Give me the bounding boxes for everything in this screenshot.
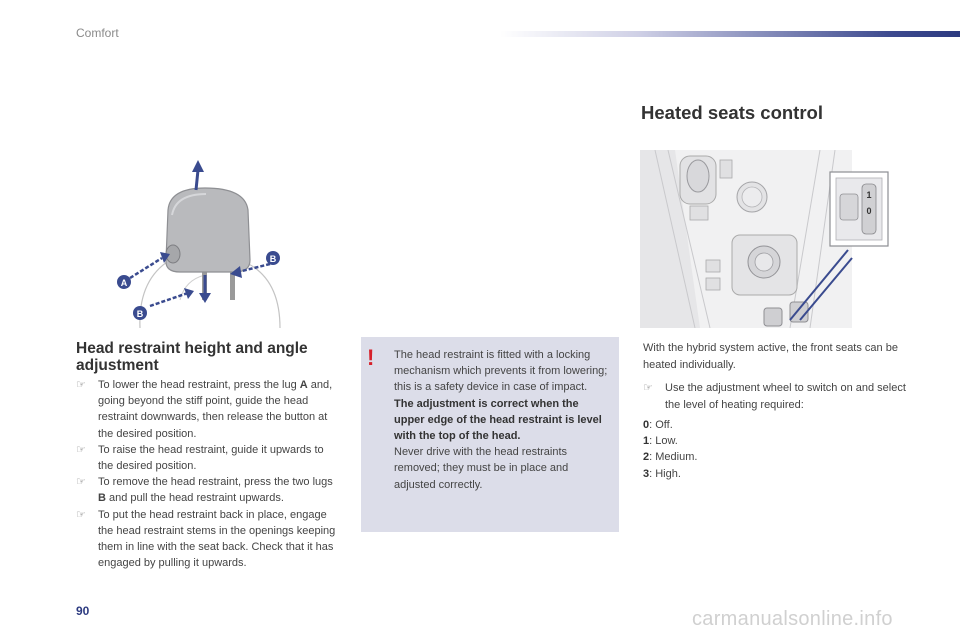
wheel-label-0: 0 [866, 206, 872, 216]
list-item: 0: Off. [643, 419, 673, 431]
callout-b-top: B [269, 254, 277, 264]
section-label: Comfort [76, 26, 119, 40]
list-item: 3: High. [643, 467, 681, 480]
heated-title: Heated seats control [641, 102, 823, 123]
pointer-icon: ☞ [76, 379, 86, 391]
list-item: 2: Medium. [643, 451, 698, 464]
page-number: 90 [76, 604, 90, 618]
warning-text: The head restraint is fitted with a locking mechanism which prevents it from lowering; this is a safety device in case of impact. The adjustment is correct when the upper edge of the head restraint is level with the top of the head. Never drive with the head restraints removed; they must be in place and adjusted correctly. [394, 349, 608, 491]
header-bar [500, 31, 960, 37]
list-item: 1: Low. [643, 435, 678, 448]
heated-intro: With the hybrid system active, the front seats can be heated individually. [643, 342, 898, 371]
headrest-steps [76, 377, 340, 571]
heated-step: ☞ Use the adjustment wheel to switch on and select the level of heating required: [643, 382, 906, 411]
list-item: ☞ To remove the head restraint, press the two lugs B and pull the head restraint upwards. [76, 476, 333, 505]
wheel-label-1: 1 [866, 190, 872, 200]
console-illustration [640, 150, 890, 328]
heat-levels [643, 417, 697, 482]
pointer-icon: ☞ [76, 443, 86, 456]
pointer-icon: ☞ [76, 476, 86, 489]
headrest-title: Head restraint height and angle adjustment [76, 340, 308, 374]
head-restraint-illustration [110, 160, 300, 328]
pointer-icon: ☞ [643, 382, 653, 394]
list-item: ☞ To lower the head restraint, press the lug A and, going beyond the stiff point, guide the head restraint downwards, then release the button at the desired position. [76, 379, 333, 440]
list-item: ☞ To raise the head restraint, guide it upwards to the desired position. [76, 443, 324, 473]
callout-b-bottom: B [136, 309, 144, 319]
warning-icon: ! [367, 345, 375, 370]
callout-a: A [120, 278, 128, 288]
pointer-icon: ☞ [76, 508, 86, 521]
list-item: ☞ To put the head restraint back in place, engage the head restraint stems in the openings keeping them in line with the seat back. Check that it has engaged by pulling it upwards. [76, 508, 336, 570]
watermark: carmanualsonline.info [692, 608, 893, 630]
